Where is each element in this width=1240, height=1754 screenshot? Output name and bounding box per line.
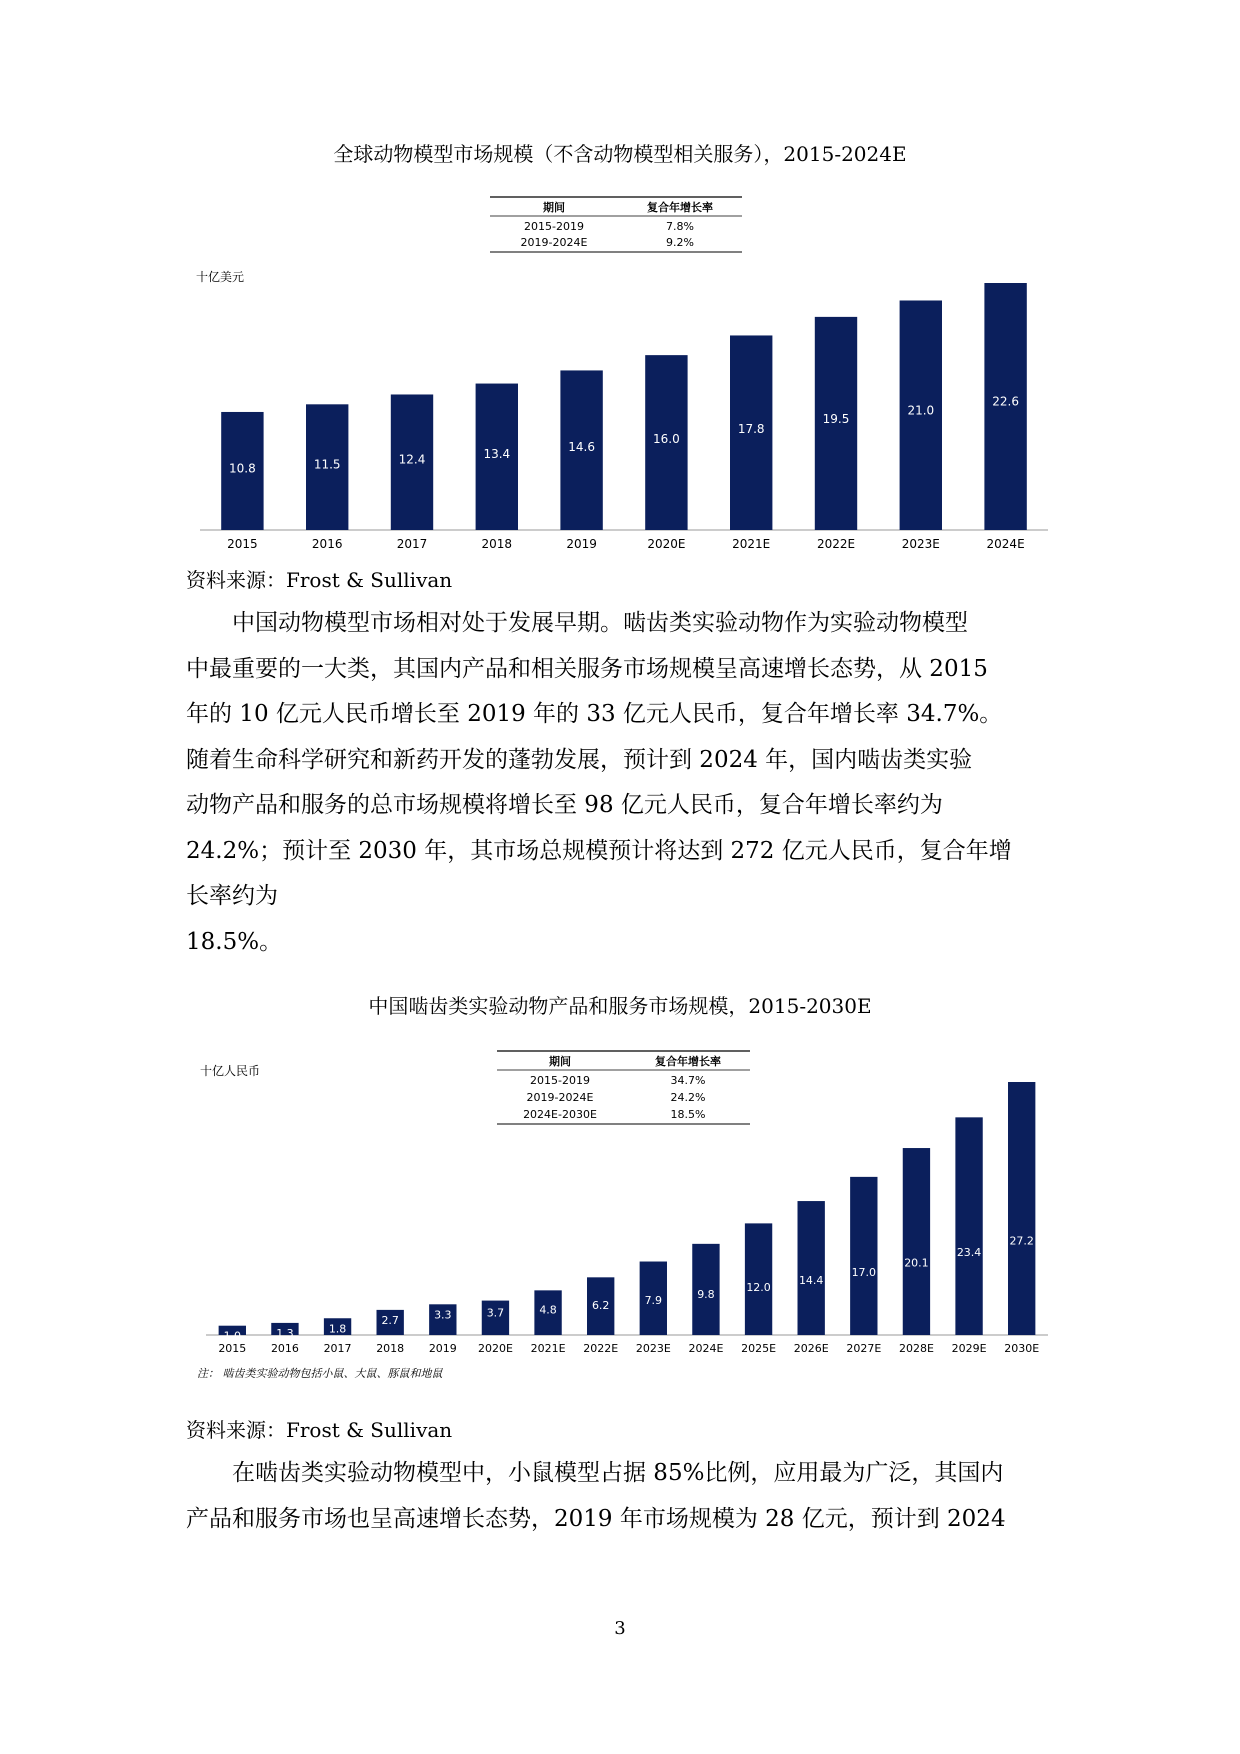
x-tick-label: 2019 xyxy=(428,1342,457,1355)
table-cell-period: 2015-2019 xyxy=(530,1074,590,1087)
x-tick-label: 2024E xyxy=(688,1342,724,1355)
bar-value-label: 14.4 xyxy=(798,1273,824,1287)
chart2-y-unit: 十亿人民币 xyxy=(200,1064,261,1078)
bar xyxy=(850,1177,877,1335)
table-cell-period: 2019-2024E xyxy=(520,236,588,249)
x-tick-label: 2022E xyxy=(816,537,856,551)
bar-value-label: 11.5 xyxy=(313,457,341,472)
x-tick-label: 2020E xyxy=(647,537,686,551)
bar-value-label: 1.0 xyxy=(223,1329,242,1343)
para1-line: 年的 10 亿元人民币增长至 2019 年的 33 亿元人民币，复合年增长率 34.7%。 xyxy=(186,701,1003,727)
chart1-cagr-table xyxy=(490,197,742,252)
x-tick-label: 2021E xyxy=(732,537,771,551)
bar-value-label: 10.8 xyxy=(229,461,256,476)
para1-line: 24.2%；预计至 2030 年，其市场总规模预计将达到 272 亿元人民币，复合年增 xyxy=(186,837,1012,864)
chart2-caption: 中国啮齿类实验动物产品和服务市场规模，2015-2030E xyxy=(368,994,872,1018)
x-tick-label: 2015 xyxy=(218,1342,247,1355)
bar-value-label: 3.3 xyxy=(434,1308,452,1322)
x-tick-label: 2022E xyxy=(583,1342,619,1355)
bar-value-label: 9.8 xyxy=(697,1287,715,1301)
table-cell-cagr: 24.2% xyxy=(670,1091,706,1104)
bar-value-label: 23.4 xyxy=(956,1246,982,1260)
chart1-caption: 全球动物模型市场规模（不含动物模型相关服务），2015-2024E xyxy=(333,142,907,166)
bar-value-label: 1.8 xyxy=(328,1322,347,1336)
x-tick-label: 2015 xyxy=(227,537,258,551)
chart2-note: 注： 啮齿类实验动物包括小鼠、大鼠、豚鼠和地鼠 xyxy=(197,1367,443,1380)
x-tick-label: 2023E xyxy=(901,537,940,551)
table-cell-cagr: 34.7% xyxy=(670,1074,706,1087)
bar-value-label: 14.6 xyxy=(568,440,595,455)
bar-value-label: 7.9 xyxy=(644,1293,663,1307)
bar-value-label: 4.8 xyxy=(539,1303,557,1317)
x-tick-label: 2024E xyxy=(986,537,1025,551)
bar-value-label: 1.3 xyxy=(276,1326,294,1340)
x-tick-label: 2016 xyxy=(270,1342,299,1355)
bar xyxy=(798,1201,825,1335)
para1-line: 长率约为 xyxy=(186,883,278,909)
bar-value-label: 17.0 xyxy=(851,1265,877,1279)
para1-line: 动物产品和服务的总市场规模将增长至 98 亿元人民币，复合年增长率约为 xyxy=(186,792,943,818)
x-tick-label: 2027E xyxy=(846,1342,882,1355)
body-paragraph-2 xyxy=(186,1451,1066,1542)
table-cell-cagr: 7.8% xyxy=(666,220,694,233)
bar-value-label: 21.0 xyxy=(907,403,935,418)
x-tick-label: 2016 xyxy=(311,537,343,551)
x-tick-label: 2017 xyxy=(323,1342,352,1355)
table-cell-period: 2019-2024E xyxy=(526,1091,594,1104)
bar-value-label: 20.1 xyxy=(904,1256,929,1270)
body-paragraph-1 xyxy=(186,601,1066,965)
x-tick-label: 2019 xyxy=(566,537,597,551)
bar-value-label: 22.6 xyxy=(992,394,1019,409)
x-tick-label: 2028E xyxy=(898,1342,934,1355)
para1-line: 随着生命科学研究和新药开发的蓬勃发展，预计到 2024 年，国内啮齿类实验 xyxy=(186,746,973,773)
para2-line: 产品和服务市场也呈高速增长态势，2019 年市场规模为 28 亿元，预计到 2024 xyxy=(186,1505,1006,1532)
x-tick-label: 2021E xyxy=(530,1342,566,1355)
chart2-cagr-table xyxy=(497,1051,750,1124)
table-cell-period: 2015-2019 xyxy=(524,220,584,233)
bar xyxy=(745,1223,772,1335)
bar-value-label: 16.0 xyxy=(653,432,680,447)
table-header-period: 期间 xyxy=(543,201,565,214)
x-tick-label: 2020E xyxy=(477,1342,513,1355)
table-cell-cagr: 9.2% xyxy=(666,236,694,249)
x-tick-label: 2026E xyxy=(793,1342,829,1355)
bar-value-label: 12.4 xyxy=(398,452,426,467)
x-tick-label: 2030E xyxy=(1004,1342,1040,1355)
bar-value-label: 12.0 xyxy=(746,1281,771,1295)
bar-value-label: 3.7 xyxy=(486,1306,505,1320)
x-tick-label: 2018 xyxy=(376,1342,405,1355)
para1-line: 中最重要的一大类，其国内产品和相关服务市场规模呈高速增长态势，从 2015 xyxy=(186,655,988,682)
table-cell-cagr: 18.5% xyxy=(670,1108,706,1121)
bar-value-label: 19.5 xyxy=(822,412,850,427)
bar xyxy=(903,1148,930,1335)
chart2-figure xyxy=(0,1030,1240,1390)
para1-line: 18.5%。 xyxy=(186,928,283,955)
table-header-cagr: 复合年增长率 xyxy=(655,1055,721,1068)
bar-value-label: 27.2 xyxy=(1009,1234,1034,1248)
table-cell-period: 2024E-2030E xyxy=(523,1108,597,1121)
chart1-figure xyxy=(0,0,1240,551)
x-tick-label: 2017 xyxy=(396,537,428,551)
x-tick-label: 2018 xyxy=(481,537,513,551)
x-tick-label: 2029E xyxy=(951,1342,987,1355)
bar xyxy=(1008,1082,1035,1335)
chart2-source: 资料来源：Frost & Sullivan xyxy=(186,1418,453,1442)
page-number: 3 xyxy=(614,1618,626,1639)
x-tick-label: 2023E xyxy=(635,1342,671,1355)
chart1-y-unit: 十亿美元 xyxy=(196,270,245,284)
bar-value-label: 6.2 xyxy=(591,1298,610,1312)
table-header-cagr: 复合年增长率 xyxy=(647,201,713,214)
table-header-period: 期间 xyxy=(549,1055,571,1068)
chart1-source: 资料来源：Frost & Sullivan xyxy=(186,568,453,592)
bar xyxy=(955,1117,982,1335)
x-tick-label: 2025E xyxy=(741,1342,777,1355)
para2-line: 在啮齿类实验动物模型中，小鼠模型占据 85%比例，应用最为广泛，其国内 xyxy=(232,1460,1004,1486)
bar-value-label: 2.7 xyxy=(381,1313,399,1327)
para1-line: 中国动物模型市场相对处于发展早期。啮齿类实验动物作为实验动物模型 xyxy=(232,610,968,636)
bar-value-label: 13.4 xyxy=(483,446,511,461)
bar-value-label: 17.8 xyxy=(737,421,765,436)
